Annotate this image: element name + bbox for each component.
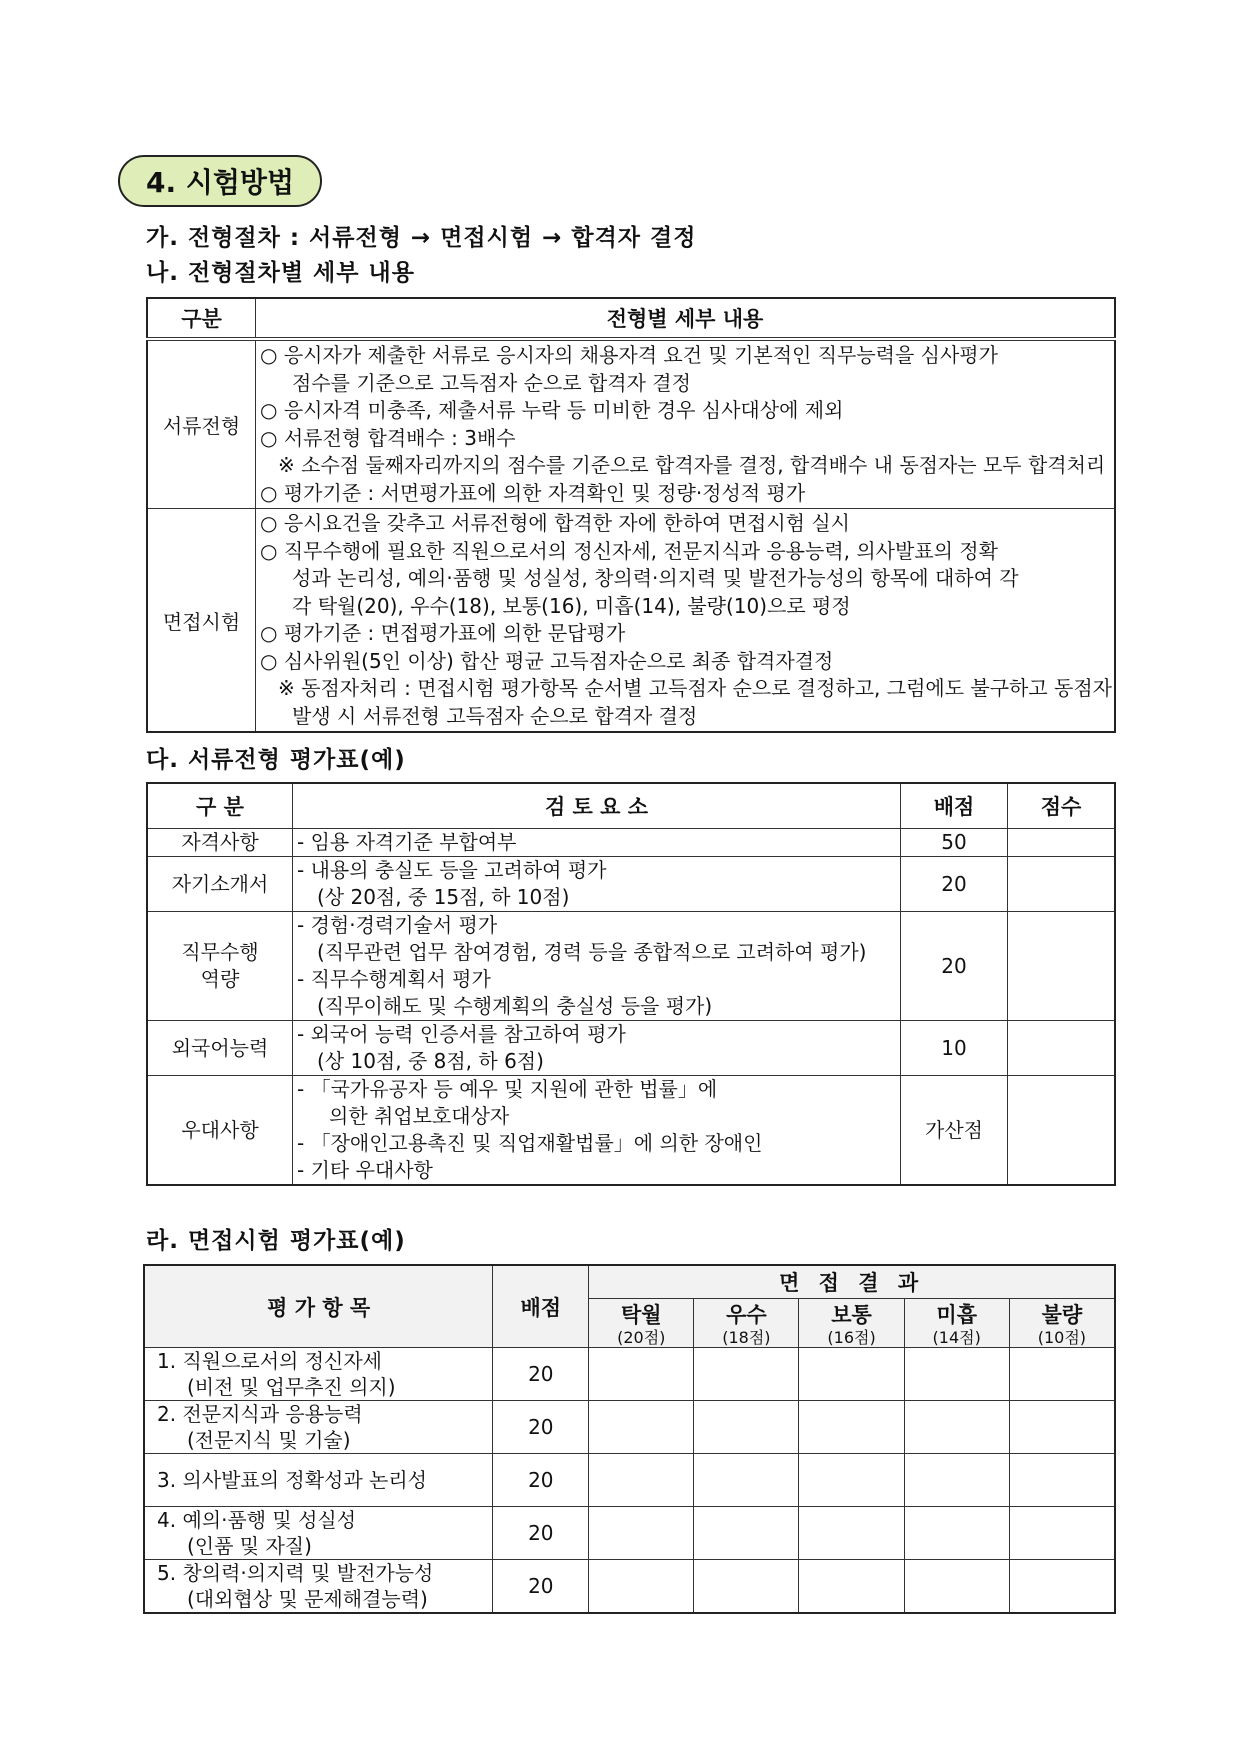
eval-item [144,1401,493,1454]
grade-header [694,1299,799,1348]
result-cell [589,1454,694,1507]
detail-line: ○ 응시자격 미충족, 제출서류 누락 등 미비한 경우 심사대상에 제외 [260,398,844,422]
detail-line: ○ 응시자가 제출한 서류로 응시자의 채용자격 요건 및 기본적인 직무능력을 심사평가 [260,343,998,367]
element-line: - 「장애인고용촉진 및 직업재활법률」에 의한 장애인 [297,1131,763,1155]
element-line: - 임용 자격기준 부합여부 [297,830,517,854]
table-row [147,339,1115,509]
result-cell [589,1401,694,1454]
row-elements [293,857,901,912]
detail-line: ○ 서류전형 합격배수 : 3배수 [260,425,516,450]
row-category: 서류전형 [147,339,256,509]
grade-points: (10점) [1037,1328,1087,1347]
row-score [1008,829,1116,857]
result-cell [904,1348,1009,1401]
element-line: (상 20점, 중 15점, 하 10점) [317,885,570,909]
document-eval-table [146,782,1116,1186]
procedure-detail-table [146,297,1116,733]
result-cell [799,1507,904,1560]
result-cell [799,1348,904,1401]
result-cell [589,1507,694,1560]
interview-eval-table [143,1264,1116,1614]
detail-line: ○ 심사위원(5인 이상) 합산 평균 고득점자순으로 최종 합격자결정 [260,648,834,673]
row-score [1008,1021,1116,1076]
heading-interview-eval: 라. 면접시험 평가표(예) [146,1228,406,1254]
result-cell [1009,1560,1115,1614]
result-cell [1009,1401,1115,1454]
element-line: (상 10점, 중 8점, 하 6점) [317,1049,544,1073]
table-row [144,1348,1115,1401]
eval-item-title: 3. 의사발표의 정확성과 논리성 [157,1468,427,1492]
element-line: 의한 취업보호대상자 [329,1104,510,1128]
result-cell [799,1560,904,1614]
result-cell [694,1560,799,1614]
grade-label: 미흡 [936,1303,977,1327]
header-points: 배점 [493,1265,589,1348]
row-elements [293,912,901,1021]
header-result: 면 접 결 과 [589,1265,1115,1299]
header-category: 구분 [147,298,256,339]
row-points: 50 [901,829,1008,857]
row-points: 10 [901,1021,1008,1076]
row-points: 20 [901,857,1008,912]
eval-points: 20 [493,1507,589,1560]
table-row [147,857,1115,912]
eval-item [144,1560,493,1614]
section-title: 4. 시험방법 [118,155,322,207]
grade-label: 탁월 [620,1303,662,1327]
eval-points: 20 [493,1560,589,1614]
eval-item-title: 5. 창의력·의지력 및 발전가능성 [157,1561,434,1585]
result-cell [904,1507,1009,1560]
detail-line: ○ 응시요건을 갖추고 서류전형에 합격한 자에 한하여 면접시험 실시 [260,511,850,535]
result-cell [1009,1348,1115,1401]
detail-line: 성과 논리성, 예의·품행 및 성실성, 창의력·의지력 및 발전가능성의 항목에 대하여 각 [292,566,1019,590]
heading-detail: 나. 전형절차별 세부 내용 [146,260,415,286]
grade-header [1009,1299,1115,1348]
result-cell [1009,1507,1115,1560]
result-cell [694,1507,799,1560]
detail-line: ※ 소수점 둘째자리까지의 점수를 기준으로 합격자를 결정, 합격배수 내 동점자는 모두 합격처리 [278,453,1106,477]
header-detail: 전형별 세부 내용 [256,298,1115,339]
element-line: - 기타 우대사항 [297,1158,433,1182]
grade-header [589,1299,694,1348]
row-detail [256,339,1115,509]
eval-item-sub: (대외협상 및 문제해결능력) [187,1587,428,1611]
row-score [1008,857,1116,912]
row-detail [256,509,1115,733]
eval-item-sub: (전문지식 및 기술) [187,1428,351,1452]
detail-line: 각 탁월(20), 우수(18), 보통(16), 미흡(14), 불량(10)으로 평정 [292,593,851,618]
table-row [144,1507,1115,1560]
row-category: 외국어능력 [147,1021,293,1076]
detail-line: ○ 직무수행에 필요한 직원으로서의 정신자세, 전문지식과 응용능력, 의사발표의 정확 [260,538,998,563]
grade-label: 보통 [831,1303,872,1327]
grade-label: 불량 [1041,1303,1083,1327]
element-line: - 경험·경력기술서 평가 [297,913,498,937]
table-row [147,912,1115,1021]
result-cell [694,1401,799,1454]
element-line: - 직무수행계획서 평가 [297,967,491,991]
result-cell [694,1348,799,1401]
row-points: 20 [901,912,1008,1021]
detail-line: 발생 시 서류전형 고득점자 순으로 합격자 결정 [292,703,698,728]
grade-header [799,1299,904,1348]
detail-line: ○ 평가기준 : 면접평가표에 의한 문답평가 [260,621,626,645]
table-row [144,1560,1115,1614]
table-row [144,1454,1115,1507]
row-score [1008,912,1116,1021]
header-category: 구 분 [147,783,293,829]
row-elements [293,829,901,857]
eval-item [144,1507,493,1560]
element-line: (직무관련 업무 참여경험, 경력 등을 종합적으로 고려하여 평가) [317,940,867,964]
header-score: 점수 [1008,783,1116,829]
row-score [1008,1076,1116,1186]
header-elements: 검 토 요 소 [293,783,901,829]
element-line: - 「국가유공자 등 예우 및 지원에 관한 법률」에 [297,1077,718,1101]
result-cell [1009,1454,1115,1507]
heading-procedure: 가. 전형절차 : 서류전형 → 면접시험 → 합격자 결정 [146,225,697,251]
header-item: 평 가 항 목 [144,1265,493,1348]
element-line: - 내용의 충실도 등을 고려하여 평가 [297,858,607,882]
eval-item [144,1454,493,1507]
grade-points: (20점) [617,1328,666,1347]
grade-label: 우수 [726,1303,767,1327]
result-cell [589,1560,694,1614]
result-cell [799,1401,904,1454]
element-line: (직무이해도 및 수행계획의 충실성 등을 평가) [317,994,713,1018]
grade-points: (14점) [932,1328,981,1347]
eval-item-title: 2. 전문지식과 응용능력 [157,1402,363,1426]
detail-line: ○ 평가기준 : 서면평가표에 의한 자격확인 및 정량·정성적 평가 [260,480,806,505]
detail-line: ※ 동점자처리 : 면접시험 평가항목 순서별 고득점자 순으로 결정하고, 그럼에도 불구하고 동점자 [278,676,1112,700]
heading-doc-eval: 다. 서류전형 평가표(예) [146,747,406,773]
eval-points: 20 [493,1401,589,1454]
result-cell [589,1348,694,1401]
table-row [147,509,1115,733]
row-elements [293,1076,901,1186]
row-points: 가산점 [901,1076,1008,1186]
header-points: 배점 [901,783,1008,829]
result-cell [799,1454,904,1507]
row-elements [293,1021,901,1076]
eval-item-sub: (인품 및 자질) [187,1534,312,1558]
row-category: 자격사항 [147,829,293,857]
result-cell [904,1454,1009,1507]
detail-line: 점수를 기준으로 고득점자 순으로 합격자 결정 [292,370,691,395]
result-cell [904,1401,1009,1454]
eval-item-sub: (비전 및 업무추진 의지) [187,1375,396,1399]
row-category: 면접시험 [147,509,256,733]
eval-points: 20 [493,1348,589,1401]
row-category: 우대사항 [147,1076,293,1186]
eval-points: 20 [493,1454,589,1507]
table-row [147,1076,1115,1186]
eval-item-title: 4. 예의·품행 및 성실성 [157,1508,357,1532]
result-cell [694,1454,799,1507]
eval-item-title: 1. 직원으로서의 정신자세 [157,1349,382,1373]
result-cell [904,1560,1009,1614]
row-category: 자기소개서 [147,857,293,912]
grade-points: (18점) [722,1328,771,1347]
grade-header [904,1299,1009,1348]
eval-item [144,1348,493,1401]
table-row [147,1021,1115,1076]
table-row [144,1401,1115,1454]
row-category: 직무수행 역량 [147,912,293,1021]
element-line: - 외국어 능력 인증서를 참고하여 평가 [297,1022,626,1046]
table-row [147,829,1115,857]
grade-points: (16점) [827,1328,876,1347]
